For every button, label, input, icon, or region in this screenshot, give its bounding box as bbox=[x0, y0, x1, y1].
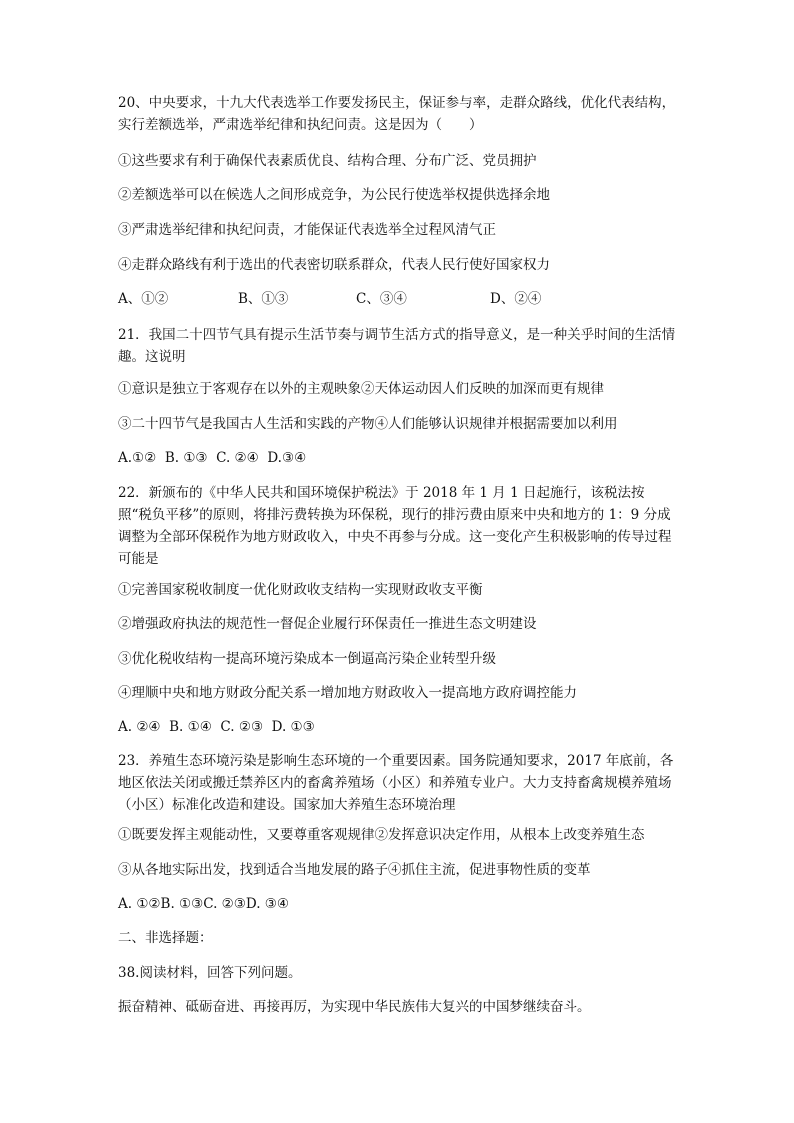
q23-item-2: ③从各地实际出发，找到适合当地发展的路子④抓住主流，促进事物性质的变革 bbox=[118, 862, 591, 878]
q20-item-3: ③严肃选举纪律和执纪问责，才能保证代表选举全过程风清气正 bbox=[118, 222, 496, 238]
section-heading: 二、非选择题： bbox=[118, 930, 213, 946]
q21-item-2: ③二十四节气是我国古人生活和实践的产物④人们能够认识规律并根据需要加以利用 bbox=[118, 416, 618, 432]
q38-stem: 38.阅读材料，回答下列问题。 bbox=[118, 965, 302, 981]
q22-item-2: ②增强政府执法的规范性一督促企业履行环保责任一推进生态文明建设 bbox=[118, 616, 537, 632]
q23-stem: 23．养殖生态环境污染是影响生态环境的一个重要因素。国务院通知要求，2017 年底前，各地区依法关闭或搬迁禁养区内的畜禽养殖场（小区）和养殖专业户。大力支持畜禽规模养殖场（小区）标准化改造和建设。国家加大养殖生态环境治理 bbox=[118, 753, 674, 813]
q22-stem: 22．新颁布的《中华人民共和国环境保护税法》于 2018 年 1 月 1 日起施行，该税法按照“税负平移”的原则，将排污费转换为环保税，现行的排污费由原来中央和地方的 1：9 分成调整为全部环保税作为地方财政收入，中央不再参与分成。这一变化产生积极影响的传导过程可能是 bbox=[118, 485, 672, 567]
q20-stem: 20、中央要求，十九大代表选举工作要发扬民主，保证参与率，走群众路线，优化代表结构，实行差额选举，严肃选举纪律和执纪问责。这是因为（ ） bbox=[118, 95, 676, 133]
q22-options: A. ②④ B. ①④ C. ②③ D. ①③ bbox=[118, 719, 315, 735]
q22-item-4: ④理顺中央和地方财政分配关系一增加地方财政收入一提高地方政府调控能力 bbox=[118, 685, 577, 701]
q20-option-b: B、①③ bbox=[238, 291, 289, 307]
q20-item-4: ④走群众路线有利于选出的代表密切联系群众，代表人民行使好国家权力 bbox=[118, 257, 550, 273]
q21-options: A.①② B. ①③ C. ②④ D.③④ bbox=[118, 450, 307, 466]
q23-item-1: ①既要发挥主观能动性，又要尊重客观规律②发挥意识决定作用，从根本上改变养殖生态 bbox=[118, 827, 645, 843]
q38-text: 振奋精神、砥砺奋进、再接再厉，为实现中华民族伟大复兴的中国梦继续奋斗。 bbox=[118, 999, 591, 1015]
q20-option-a: A、①② bbox=[118, 291, 169, 307]
q20-item-2: ②差额选举可以在候选人之间形成竞争，为公民行使选举权提供选择余地 bbox=[118, 187, 550, 203]
q21-item-1: ①意识是独立于客观存在以外的主观映象②天体运动因人们反映的加深而更有规律 bbox=[118, 381, 604, 397]
q21-stem: 21．我国二十四节气具有提示生活节奏与调节生活方式的指导意义，是一种关乎时间的生活情趣。这说明 bbox=[118, 327, 676, 365]
q20-option-d: D、②④ bbox=[490, 291, 542, 307]
q23-options: A. ①②B. ①③C. ②③D. ③④ bbox=[118, 896, 290, 912]
q22-item-3: ③优化税收结构一提高环境污染成本一倒逼高污染企业转型升级 bbox=[118, 651, 496, 667]
q20-options bbox=[118, 288, 541, 310]
q20-item-1: ①这些要求有利于确保代表素质优良、结构合理、分布广泛、党员拥护 bbox=[118, 153, 537, 169]
q20-option-c: C、③④ bbox=[356, 291, 407, 307]
q22-item-1: ①完善国家税收制度一优化财政收支结构一实现财政收支平衡 bbox=[118, 582, 483, 598]
